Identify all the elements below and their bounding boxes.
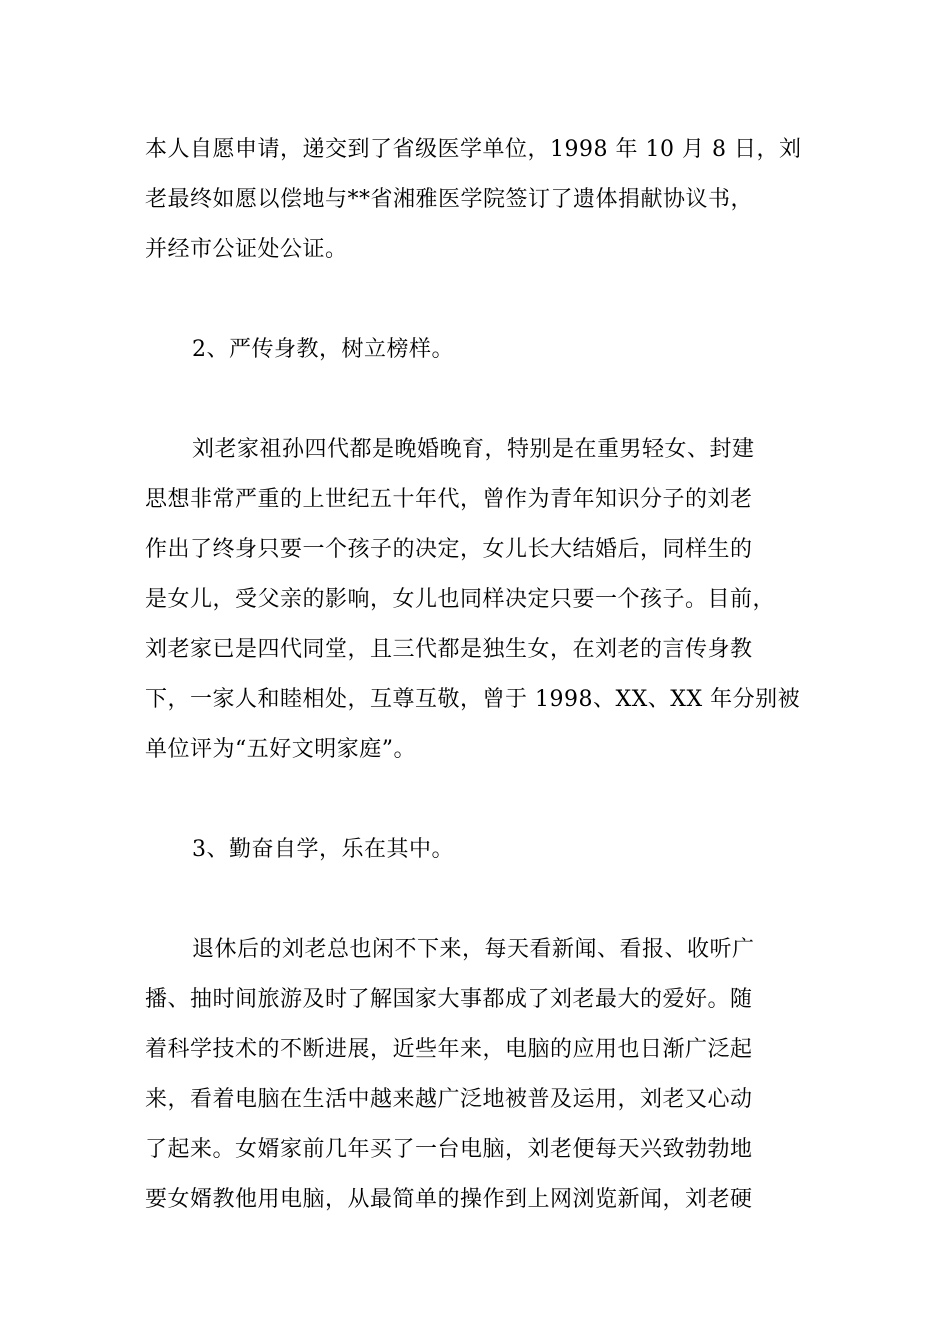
paragraph-line: 下，一家人和睦相处，互尊互敬，曾于 1998、XX、XX 年分别被 [145, 687, 801, 712]
paragraph-line: 本人自愿申请，递交到了省级医学单位，1998 年 10 月 8 日，刘 [145, 137, 802, 162]
paragraph-line: 老最终如愿以偿地与**省湘雅医学院签订了遗体捐献协议书， [145, 187, 754, 212]
paragraph-line: 刘老家已是四代同堂，且三代都是独生女，在刘老的言传身教 [145, 637, 753, 662]
paragraph-line: 退休后的刘老总也闲不下来，每天看新闻、看报、收听广 [192, 937, 755, 962]
paragraph-line: 播、抽时间旅游及时了解国家大事都成了刘老最大的爱好。随 [145, 987, 753, 1012]
paragraph-line: 单位评为“五好文明家庭”。 [145, 737, 416, 762]
paragraph-line: 作出了终身只要一个孩子的决定，女儿长大结婚后，同样生的 [145, 537, 753, 562]
paragraph-line: 思想非常严重的上世纪五十年代，曾作为青年知识分子的刘老 [145, 487, 753, 512]
section-heading: 3、勤奋自学，乐在其中。 [192, 837, 454, 862]
paragraph-line: 着科学技术的不断进展，近些年来，电脑的应用也日渐广泛起 [145, 1037, 753, 1062]
paragraph-line: 了起来。女婿家前几年买了一台电脑，刘老便每天兴致勃勃地 [145, 1137, 753, 1162]
paragraph-line: 刘老家祖孙四代都是晚婚晚育，特别是在重男轻女、封建 [192, 437, 755, 462]
paragraph-line: 是女儿，受父亲的影响，女儿也同样决定只要一个孩子。目前， [145, 587, 776, 612]
paragraph-line: 并经市公证处公证。 [145, 237, 348, 262]
paragraph-line: 来，看着电脑在生活中越来越广泛地被普及运用，刘老又心动 [145, 1087, 753, 1112]
paragraph-line: 要女婿教他用电脑，从最简单的操作到上网浏览新闻，刘老硬 [145, 1187, 753, 1212]
section-heading: 2、严传身教，树立榜样。 [192, 337, 454, 362]
